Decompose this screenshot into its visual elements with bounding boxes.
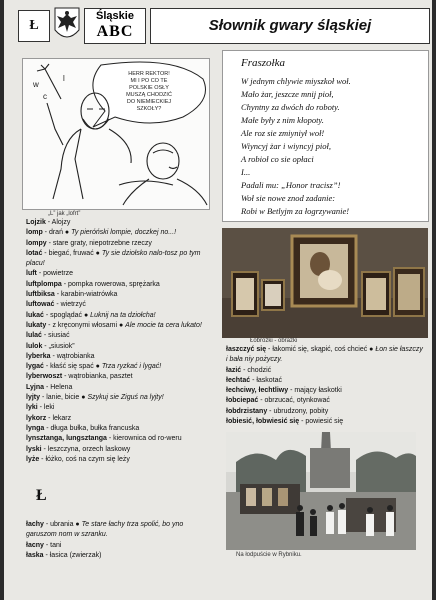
glossary-entry (226, 345, 426, 366)
poem-line: Ale roz sie zmiyniył woł! (241, 128, 325, 138)
poem-line: Mało żar, jeszcze mnij pioł, (241, 89, 334, 99)
glossary-headword: lyjty (26, 394, 41, 402)
glossary-entry (26, 372, 212, 382)
glossary-entry (26, 249, 212, 270)
glossary-definition: - mający łaskotki (288, 387, 342, 395)
silesian-eagle-icon (52, 6, 82, 44)
glossary-headword: łobdrzistany (226, 407, 268, 415)
glossary-definition: - siusiać (41, 332, 70, 340)
glossary-entry (26, 342, 212, 352)
glossary-definition: - z kręconymi włosami ● (46, 321, 126, 329)
glossary-entry (226, 386, 426, 396)
glossary-definition: - tani (43, 541, 62, 549)
glossary-headword: łachy (26, 521, 44, 528)
glossary-headword: łobciepać (226, 397, 259, 405)
glossary-definition: - wątrobianka (50, 352, 95, 360)
glossary-headword: łechtać (226, 376, 251, 384)
glossary-entry (26, 239, 212, 249)
glossary-definition: - łaskotać (250, 376, 283, 384)
glossary-headword: lyki (26, 404, 38, 412)
glossary-definition: - łóżko, coś na czym się leży (39, 455, 130, 463)
glossary-headword: łaska (26, 551, 44, 559)
page-header (12, 6, 432, 46)
glossary-example: Te stare łachy trza spolić, bo yno garuszom nom w szranku. (26, 521, 184, 539)
glossary-headword: lykorz (26, 414, 47, 422)
glossary-entry (26, 352, 212, 362)
glossary-entry (26, 455, 212, 465)
glossary-headword: lyże (26, 455, 40, 463)
glossary-definition: - biegać, fruwać ● (42, 249, 102, 257)
glossary-definition: - wietrzyć (54, 301, 86, 309)
glossary-definition: - ubrania ● (43, 521, 82, 528)
svg-text:c: c (43, 92, 47, 101)
poem-line: I... (241, 167, 251, 177)
photo-fair-rybnik (226, 432, 416, 550)
glossary-entry (26, 362, 212, 372)
glossary-definition: - leszczyna, orzech laskowy (41, 445, 131, 453)
poem-line: W jednym chlywie miyszkoł woł. (241, 76, 351, 86)
glossary-entry (26, 280, 212, 290)
glossary-column-left (26, 218, 212, 465)
glossary-definition: - długa bułka, bułka francuska (44, 424, 140, 432)
glossary-definition: - drań ● (42, 229, 72, 237)
glossary-example: Trza ryzkać i lygać! (101, 363, 162, 371)
glossary-headword: Lyjna (26, 383, 45, 391)
photo-caption-1: Łobrozki - obrazki (250, 338, 298, 344)
glossary-entry (226, 407, 426, 417)
glossary-headword: lyberwoszt (26, 373, 63, 381)
abc-logo-line2: ABC (96, 23, 134, 40)
glossary-headword: luftbiksa (26, 291, 55, 299)
glossary-definition: - chodzić (241, 366, 272, 374)
glossary-entry (226, 376, 426, 386)
poem-line: Chyntny za dwóch do roboty. (241, 102, 340, 112)
glossary-entry (26, 403, 212, 413)
glossary-definition: - karabin-wiatrówka (54, 291, 118, 299)
glossary-headword: lulok (26, 342, 43, 350)
poem-line: Małe były z nim kłopoty. (241, 115, 324, 125)
cartoon-caption: „L” jak „lofrt” (48, 211, 81, 217)
glossary-definition: - kłaść się spać ● (43, 363, 102, 371)
glossary-definition: - powietrze (36, 270, 74, 278)
photo-caption-2: Na łodpuście w Rybniku. (236, 552, 302, 558)
glossary-headword: lotać (26, 249, 43, 257)
glossary-headword: Lojzik (26, 219, 46, 226)
glossary-entry (26, 424, 212, 434)
glossary-entry (26, 311, 212, 321)
glossary-headword: luftować (26, 301, 55, 309)
glossary-example: Ty sie dziołsko nalo-tosz po tym placu! (26, 249, 201, 268)
page (4, 0, 432, 600)
speech-line-4: MUSZĄ CHODZIĆ (126, 92, 172, 98)
page-title: Słownik gwary śląskiej (150, 8, 430, 44)
poem-line: A robioł co sie opłaci (241, 154, 314, 164)
poem-line: Padali mu: „Honor tracisz”! (241, 180, 341, 190)
glossary-definition: - kierownica od ro-weru (106, 435, 182, 443)
glossary-headword: łazić (226, 366, 242, 374)
glossary-entry (26, 551, 212, 561)
glossary-definition: - lanie, bicie ● (40, 394, 88, 402)
glossary-entry (26, 218, 212, 228)
svg-text:w: w (33, 80, 39, 89)
glossary-definition: - „siusiok” (42, 342, 75, 350)
glossary-definition: - obrzucać, otynkować (258, 397, 330, 405)
glossary-entry (26, 445, 212, 455)
glossary-entry (226, 396, 426, 406)
glossary-example: Luknij na ta dziołcha! (90, 311, 156, 319)
glossary-entry (26, 300, 212, 310)
poem-line: Wiyncyj żar i wiyncyj pioł, (241, 141, 331, 151)
glossary-column-left-l-stroke (26, 520, 212, 561)
glossary-headword: łobiesić, łobwiesić się (226, 418, 300, 426)
poem-lines (241, 75, 426, 218)
glossary-headword: lyski (26, 445, 42, 453)
glossary-headword: lomp (26, 229, 43, 237)
glossary-entry (26, 331, 212, 341)
glossary-headword: luftplompa (26, 280, 62, 288)
glossary-definition: - łasica (zwierzak) (43, 551, 102, 559)
glossary-column-right (226, 345, 426, 427)
glossary-definition: - wątrobianka, pasztet (62, 373, 133, 381)
glossary-example: Szykuj sie Ziguś na lyjty! (87, 394, 164, 402)
speech-line-6: SZKOŁY? (136, 106, 162, 112)
photo-holy-pictures (222, 228, 428, 338)
glossary-entry (226, 366, 426, 376)
abc-logo (84, 8, 146, 44)
cartoon-illustration (22, 58, 210, 210)
poem-line: Woł sie nowe znod zadanie: (241, 193, 336, 203)
speech-line-2: MI I PO CO TE (130, 78, 168, 84)
glossary-example: Ty pieróński lompie, doczkej no...! (71, 229, 177, 237)
glossary-entry (26, 541, 212, 551)
section-letter-box: Ł (18, 10, 50, 42)
glossary-definition: - łakomić się, skąpić, coś chcieć ● (266, 346, 376, 353)
glossary-definition: - lekarz (46, 414, 72, 422)
glossary-entry (26, 414, 212, 424)
glossary-headword: łaszczyć się (226, 346, 267, 353)
poem-box (222, 50, 429, 222)
glossary-example: Ale mocie ta cera lukato! (125, 321, 202, 329)
glossary-definition: - Helena (44, 383, 73, 391)
poem-line: Robi w Betlyjm za łogrzywanie! (241, 206, 350, 216)
glossary-entry (26, 228, 212, 238)
glossary-entry (26, 269, 212, 279)
glossary-definition: - stare graty, niepotrzebne rzeczy (46, 239, 152, 247)
glossary-entry (26, 321, 212, 331)
glossary-headword: lygać (26, 363, 44, 371)
glossary-headword: lynga (26, 424, 45, 432)
glossary-entry (26, 434, 212, 444)
speech-line-5: DO NIEMIECKIEJ (126, 99, 172, 105)
glossary-entry (226, 417, 426, 427)
glossary-definition: - ubrudzony, pobity (267, 407, 329, 415)
speech-line-1: HERR REKTOR! (128, 71, 170, 77)
glossary-definition: - powiesić się (299, 418, 344, 426)
glossary-entry (26, 520, 212, 541)
glossary-headword: lyberka (26, 352, 51, 360)
glossary-definition: - Alojzy (45, 219, 71, 226)
glossary-headword: lynsztanga, lungsztanga (26, 435, 107, 443)
glossary-entry (26, 290, 212, 300)
glossary-headword: luft (26, 270, 37, 278)
poem-title: Fraszołka (241, 57, 285, 69)
glossary-headword: lompy (26, 239, 47, 247)
section-letter-l-stroke: Ł (36, 487, 47, 504)
glossary-definition: - spoglądać ● (43, 311, 91, 319)
glossary-definition: - pompka rowerowa, sprężarka (61, 280, 160, 288)
glossary-headword: lukać (26, 311, 44, 319)
glossary-headword: łechciwy, łechtliwy (226, 387, 289, 395)
glossary-headword: łacny (26, 541, 44, 549)
glossary-entry (26, 393, 212, 403)
glossary-headword: lukaty (26, 321, 47, 329)
abc-logo-line1: Śląskie (96, 10, 134, 22)
glossary-entry (26, 383, 212, 393)
glossary-definition: - leki (37, 404, 55, 412)
speech-line-3: POLSKIE OSŁY (129, 85, 169, 91)
svg-text:l: l (63, 74, 65, 83)
glossary-headword: lulać (26, 332, 42, 340)
glossary-example: Łon sie łaszczy i bała niy pożyczy. (226, 346, 423, 364)
